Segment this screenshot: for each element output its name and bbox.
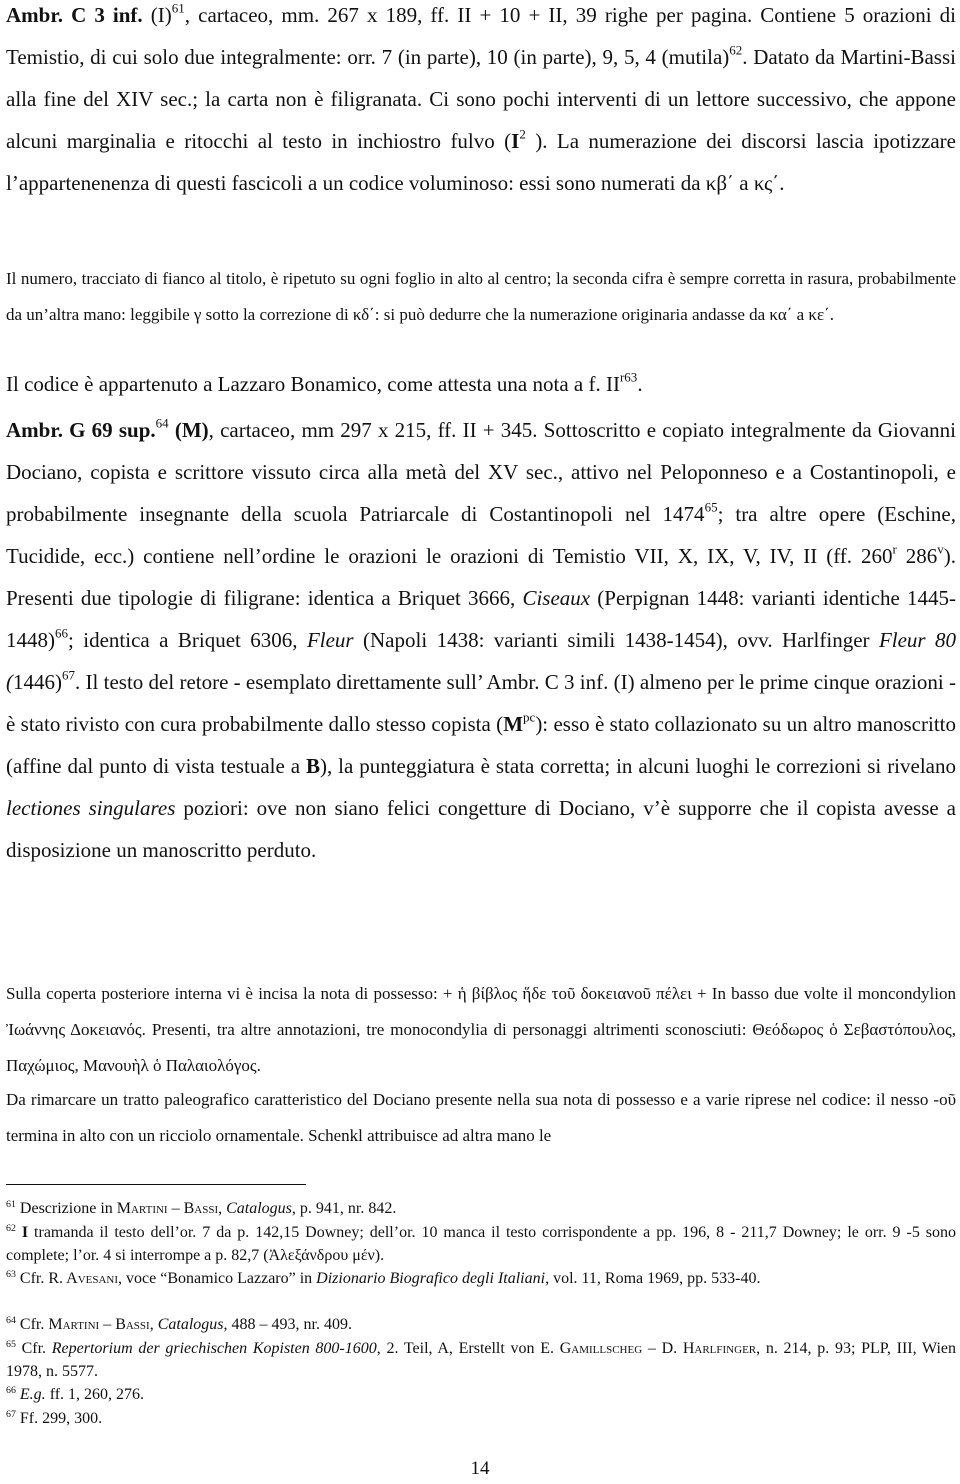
footnote-separator: [6, 1184, 306, 1185]
watermark-name: Fleur 80 (: [6, 628, 957, 694]
footnote-67: $^{67}$ Ff. 299, 300.: [6, 1409, 103, 1427]
text-run: (Perpignan 1448: varianti identiche 1445-1448): [6, 586, 957, 652]
footnote-ref[interactable]: 62: [729, 42, 743, 58]
text-run: , cartaceo, mm 297 x 215, ff. II + 345. Sottoscritto e copiato integralmente da Giovanni Dociano, copista e scrittore vissuto circa alla metà del XV sec., attivo nel Peloponneso e a Costantinopoli, e probabilmente insegnante della scuola Patriarcale di Costantinopoli nel 1474: [6, 418, 957, 526]
siglum-bold: (M): [168, 418, 209, 442]
footnote-ref[interactable]: r63: [619, 369, 638, 385]
text-run: 1446): [13, 670, 62, 694]
footnote-number: 64: [6, 1315, 16, 1327]
watermark-name: Fleur: [306, 628, 354, 652]
footnote-ref[interactable]: 61: [171, 0, 185, 16]
footnote-number: 61: [6, 1199, 16, 1211]
text-run: Da rimarcare un tratto paleografico caratteristico del Dociano presente nella sua nota di possesso e a varie riprese nel codice: il nesso -οῦ termina in alto con un ricciolo ornamentale. Schenkl attribuisce ad altra mano le: [6, 1090, 956, 1145]
superscript: pc: [523, 709, 536, 725]
superscript: 2: [519, 126, 526, 142]
text-run: ), la punteggiatura è stata corretta; in alcuni luoghi le correzioni si rivelano: [319, 754, 956, 778]
footnote-63: $^{63}$ Cfr. R. Avesani, voce “Bonamico Lazzaro” in Dizionario Biografico degli Italiani, vol. 11, Roma 1969, pp. 533-40.: [6, 1269, 761, 1287]
text-run: ): esso è stato collazionato su un altro manoscritto (affine dal punto di vista testuale a: [6, 712, 956, 778]
siglum-bold: B: [305, 754, 320, 778]
text-run: (I): [142, 3, 172, 27]
footnote-ref[interactable]: 64: [155, 415, 169, 431]
paragraph-numbering-note: [6, 261, 956, 333]
footnote-66: $^{66}$ E.g. ff. 1, 260, 276.: [6, 1385, 145, 1403]
latin-phrase: lectiones singulares: [6, 796, 176, 820]
text-run: Il codice è appartenuto a Lazzaro Bonamico, come attesta una nota a f. II: [6, 372, 620, 396]
footnote-ref[interactable]: 67: [62, 667, 76, 683]
text-run: (Napoli 1438: varianti simili 1438-1454), ovv. Harlfinger: [353, 628, 879, 652]
paragraph-ambr-g69: [6, 409, 956, 871]
paragraph-ownership-note: [6, 976, 956, 1084]
text-run: . Datato da Martini-Bassi alla fine del XIV sec.; la carta non è filigranata. Ci sono pochi interventi di un lettore successivo, che appone alcuni marginalia e ritocchi al testo in inchiostro fulvo (: [6, 45, 956, 153]
superscript: v: [937, 541, 944, 557]
text-run: ; tra altre opere (Eschine, Tucidide, ecc.) contiene nell’ordine le orazioni le orazioni di Temistio VII, X, IX, V, IV, II (ff. 260: [6, 502, 956, 568]
footnote-number: 63: [6, 1269, 16, 1281]
codex-siglum: Ambr. G 69 sup.: [6, 418, 156, 442]
superscript: r: [892, 541, 897, 557]
footnote-65: $^{65}$ Cfr. Repertorium der griechischen Kopisten 800-1600, 2. Teil, A, Erstellt von E. Gamillscheg – D. Harlfinger, n. 214, p. 93; PLP, III, Wien 1978, n. 5577.: [6, 1339, 957, 1380]
footnote-ref[interactable]: 65: [704, 499, 718, 515]
footnote-number: 66: [6, 1385, 16, 1397]
footnote-64: $^{64}$ Cfr. Martini – Bassi, Catalogus, 488 – 493, nr. 409.: [6, 1315, 352, 1333]
siglum-bold: I: [511, 129, 520, 153]
paragraph-provenance: [6, 363, 956, 405]
text-run: . Il testo del retore - esemplato direttamente sull’ Ambr. C 3 inf. (I) almeno per le prime cinque orazioni - è stato rivisto con cura probabilmente dallo stesso copista (: [6, 670, 956, 736]
watermark-name: Ciseaux: [522, 586, 591, 610]
footnote-number: 67: [6, 1409, 16, 1421]
paragraph-ambr-c3: [6, 0, 956, 204]
footnote-ref[interactable]: 66: [55, 625, 69, 641]
page-number: 14: [470, 1458, 490, 1479]
text-run: Sulla coperta posteriore interna vi è incisa la nota di possesso: + ἡ βίβλος ἥδε τοῦ δοκειανοῦ πέλει + In basso due volte il moncondylion Ἰωάννης Δοκειανός. Presenti, tra altre annotazioni, tre monocondylia di personaggi altrimenti sconosciuti: Θεόδωρος ὁ Σεβαστόπουλος, Παχώμιος, Μανουὴλ ὁ Παλαιολόγος.: [6, 984, 956, 1075]
text-run: , cartaceo, mm. 267 x 189, ff. II + 10 + II, 39 righe per pagina. Contiene 5 orazioni di Temistio, di cui solo due integralmente: orr. 7 (in parte), 10 (in parte), 9, 5, 4 (mutila): [6, 3, 957, 69]
footnote-number: 65: [6, 1339, 16, 1351]
paragraph-palaeography: [6, 1082, 956, 1154]
codex-siglum: Ambr. C 3 inf.: [6, 3, 143, 27]
footnote-number: 62: [6, 1223, 16, 1235]
text-run: 286: [896, 544, 938, 568]
text-run: poziori: ove non siano felici congetture di Dociano, v’è supporre che il copista avesse a disposizione un manoscritto perduto.: [6, 796, 957, 862]
text-run: ; identica a Briquet 6306,: [68, 628, 307, 652]
text-run: ). Presenti due tipologie di filigrane: identica a Briquet 3666,: [6, 544, 956, 610]
footnote-62: $^{62}$ I tramanda il testo dell’or. 7 da p. 142,15 Downey; dell’or. 10 manca il testo corrispondente a pp. 196, 8 - 211,7 Downey; le orr. 9 -5 sono complete; l’or. 4 si interrompe a p. 82,7 (Ἀλεξάνδρου μέν).: [6, 1223, 956, 1264]
siglum-bold: M: [503, 712, 524, 736]
text-run: .: [637, 372, 643, 396]
text-run: ). La numerazione dei discorsi lascia ipotizzare l’appartenenenza di questi fascicoli a un codice voluminoso: essi sono numerati da κβ΄ a κς΄.: [6, 129, 956, 195]
text-run: Il numero, tracciato di fianco al titolo, è ripetuto su ogni foglio in alto al centro; la seconda cifra è sempre corretta in rasura, probabilmente da un’altra mano: leggibile γ sotto la correzione di κδ΄: si può dedurre che la numerazione originaria andasse da κα΄ a κε΄.: [6, 269, 956, 324]
footnote-61: $^{61}$ Descrizione in Martini – Bassi, Catalogus, p. 941, nr. 842.: [6, 1199, 397, 1217]
